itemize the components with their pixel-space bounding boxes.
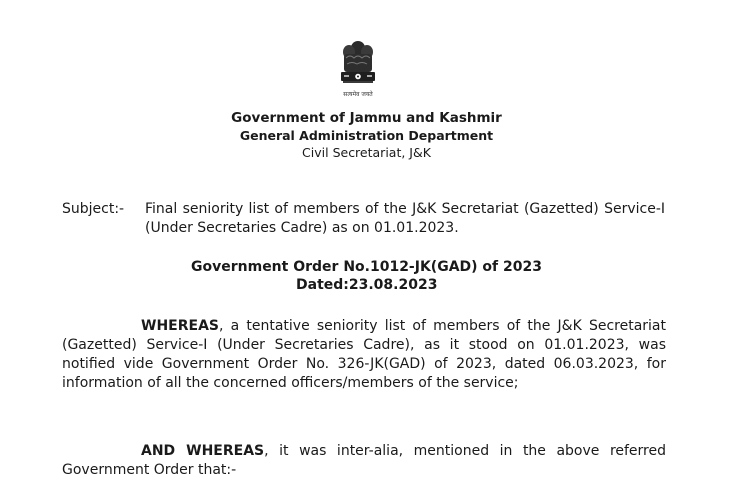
and-whereas-lead: AND WHEREAS <box>141 443 265 459</box>
order-number: Government Order No.1012-JK(GAD) of 2023 <box>191 259 542 275</box>
emblem-motto: सत्यमेव जयते <box>343 91 373 98</box>
subject-label: Subject:- <box>62 201 125 217</box>
whereas-text: , a tentative seniority list of members of the J&K Secretariat (Gazetted) Service-I (Under Secretaries Cadre), as it stood on 01.01.2023, was notified vide Government Order No. 326-JK(GAD) of 2023, dated 06.03.2023, for information of all the concerned officers/members of the service; <box>62 318 666 391</box>
order-date: Dated:23.08.2023 <box>296 277 438 293</box>
office-line: Civil Secretariat, J&K <box>302 145 431 160</box>
department-title: General Administration Department <box>239 128 494 143</box>
whereas-paragraph <box>62 317 666 393</box>
subject-text: Final seniority list of members of the J&K Secretariat (Gazetted) Service-I (Under Secretaries Cadre) as on 01.01.2023. <box>145 201 665 236</box>
and-whereas-paragraph <box>62 442 666 480</box>
and-whereas-text: , it was inter-alia, mentioned in the above referred Government Order that:- <box>62 443 667 478</box>
government-title: Government of Jammu and Kashmir <box>231 110 502 126</box>
whereas-lead: WHEREAS <box>141 318 219 334</box>
